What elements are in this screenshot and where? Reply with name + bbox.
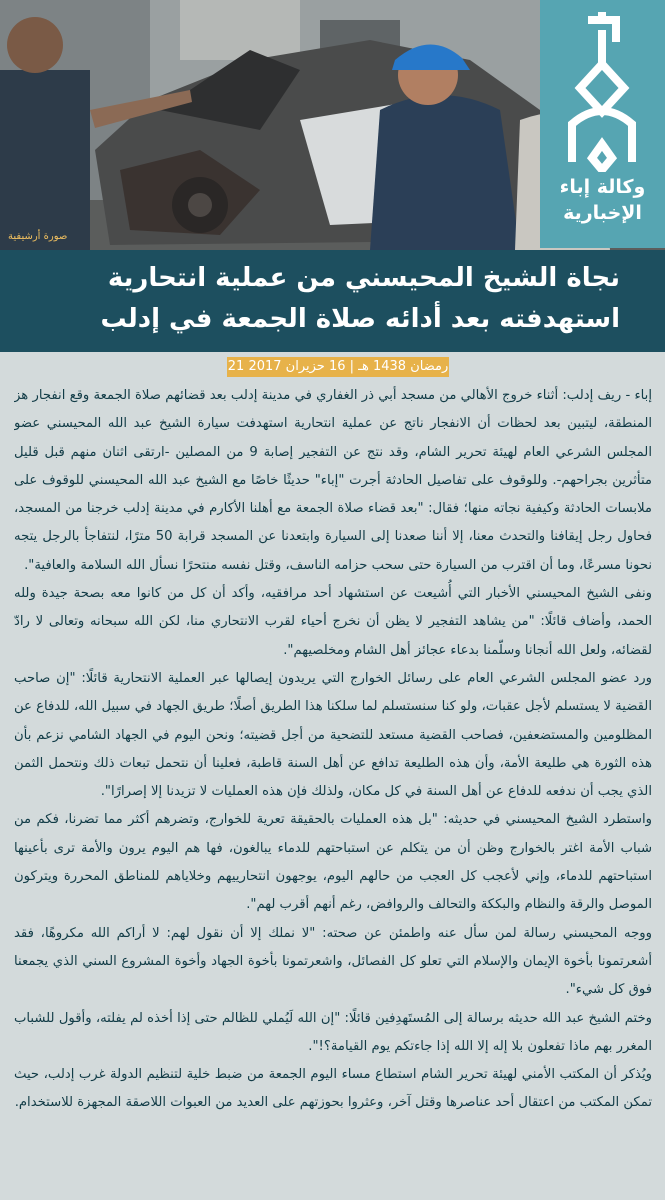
agency-logo: [540, 0, 665, 248]
agency-name-subtitle: الإخبارية: [563, 202, 642, 224]
article-paragraph: ونفى الشيخ المحيسني الأخبار التي أُشيعت عن استشهاد أحد مرافقيه، وأكد أن كل من كانوا معه بصحة جيدة ولله الحمد، وأضاف قائلًا: "من يشاهد التفجير لا يظن أن نخرج أحياء لقرب الانتحاري منا، لكن الله سبحانه وتعالى لا رادّ لقضائه، ولعل الله أنجانا وسلّمنا بدعاء عجائز أهل الشام ومخلصيهم".: [14, 586, 652, 658]
headline-line-1: نجاة الشيخ المحيسني من عملية انتحارية: [107, 263, 620, 293]
photo-caption: صورة أرشيفية: [8, 231, 68, 242]
agency-name: وكالة إباء: [559, 176, 646, 198]
article-body: [14, 382, 652, 1192]
article-paragraph: ووجه المحيسني رسالة لمن سأل عنه واطمئن عن صحته: "لا نملك إلا أن نقول لهم: لا أراكم الله مكروهًا، فقد أشعرتمونا بأخوة الإيمان والإسلام التي تعلو كل الفصائل، واشعرتمونا بأخوة الجهاد وأخوة المشروع السني الذي يجمعنا فوق كل شيء".: [14, 925, 652, 998]
date-bar: 21 رمضان 1438 هـ | 16 حزيران 2017: [227, 357, 449, 377]
article-paragraph: وختم الشيخ عبد الله حديثه برسالة إلى المُستَهدِفين قائلًا: "إن الله لَيُملي للظالم حتى إذا أخذه لم يفلته، وأقول للشباب المغرر بهم ماذا تفعلون بلا إله إلا الله إذا جاءتكم يوم القيامة؟!".: [14, 1010, 652, 1054]
headline: [30, 258, 620, 340]
article-paragraph: ويُذكر أن المكتب الأمني لهيئة تحرير الشام استطاع مساء اليوم الجمعة من ضبط خلية لتنظيم الدولة غرب إدلب، حيث تمكن المكتب من اعتقال أحد عناصرها وقتل آخر، وعثروا بحوزتهم على العديد من العبوات اللاصقة المجهزة للاستخدام.: [14, 1067, 652, 1111]
article-paragraph: إباء - ريف إدلب: أثناء خروج الأهالي من مسجد أبي ذر الغفاري في مدينة إدلب بعد قضائهم صلاة الجمعة وقع انفجار هز المنطقة، ليتبين بعد لحظات أن الانفجار ناتج عن عملية انتحارية استهدفت سيارة الشيخ عبد الله المحيسني عضو المجلس الشرعي العام لهيئة تحرير الشام، وقد نتج عن التفجير إصابة 9 من المصلين -ارتقى اثنان منهم قبل قليل متأثرين بجراحهم-. وللوقوف على تفاصيل الحادثة أجرت "إباء" حديثًا خاصًا مع الشيخ عبد الله المحيسني للوقوف على ملابسات الحادثة وكيفية نجاته منها؛ فقال: "بعد قضاء صلاة الجمعة مع أهلنا الأكارم في مدينة إدلب خرجنا من المسجد، فحاول رجل إيقافنا والتحدث معنا، إلا أننا صعدنا إلى السيارة وابتعدنا عن المسجد قرابة 50 مترًا، لنتفاجأ بالرجل يتجه نحونا مسرعًا، وما أن اقترب من السيارة حتى سحب حزامه الناسف، وقتل نفسه منتحرًا نسأل الله السلامة والعافية".: [14, 388, 652, 573]
article-paragraph: ورد عضو المجلس الشرعي العام على رسائل الخوارج التي يريدون إيصالها عبر العملية الانتحارية قائلًا: "إن صاحب القضية لا يستسلم لأجل عقبات، ولو كنا سنستسلم لما سلكنا هذا الطريق أصلًا؛ طريق الجهاد في سبيل الله، للدفاع عن المظلومين والمستضعفين، فصاحب القضية مستعد للتضحية من أجل قضيته؛ ونحن اليوم في الجهاد الشامي نزعم بأن هذه الثورة هي طليعة الأمة، وأن هذه الطليعة تدافع عن أهل السنة قاطبة، فعلينا أن نتحمل تبعات ذلك ونتحمل الثمن الذي يجب أن ندفعه للدفاع عن أهل السنة في كل مكان، ولذلك فإن هذه العمليات لا تزيدنا إلا إصرارًا".: [14, 670, 652, 800]
headline-line-2: استهدفته بعد أدائه صلاة الجمعة في إدلب: [100, 304, 620, 334]
article-paragraph: واستطرد الشيخ المحيسني في حديثه: "بل هذه العمليات بالحقيقة تعرية للخوارج، وتضرهم أكثر مما تضرنا، فكم من شباب الأمة اغتر بالخوارج وظن أن من يتكلم عن استباحتهم للدماء يبالغون، فها هم اليوم يرون والأمة ترى بأعينها استباحتهم للدماء، وإني لأعجب كل العجب من حالهم اليوم، يوجهون انتحارييهم وخلاياهم للمناطق المحررة ويتركون الموصل والرقة والنظام والبككة والتحالف والروافض، رغم أنهم أقرب لهم".: [14, 812, 652, 913]
headline-banner: [0, 250, 665, 352]
ebaa-logo-icon: [558, 12, 647, 172]
